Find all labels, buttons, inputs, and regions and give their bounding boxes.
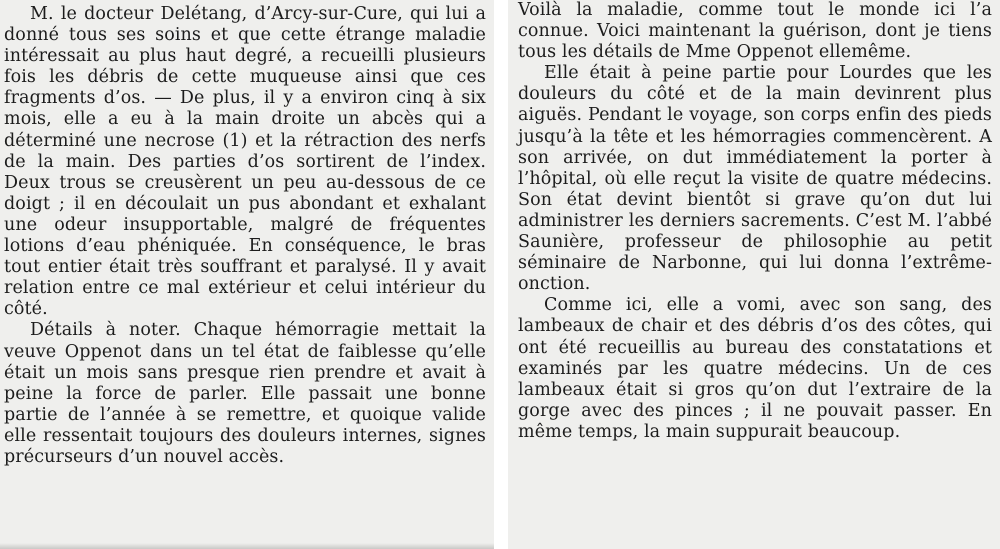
left-column-scan <box>0 0 494 549</box>
right-paragraph-2: Elle était à peine partie pour Lourdes que les douleurs du côté et de la main devinrent plus aiguës. Pendant le voyage, son corps enfin des pieds jusqu’à la tête et les hémorragies commencèrent. A son arrivée, on dut immédiatement la porter à l’hôpital, où elle reçut la visite de quatre médecins. Son état devint bientôt si grave qu’on dut lui administrer les derniers sacrements. C’est M. l’abbé Saunière, professeur de philosophie au petit séminaire de Narbonne, qui lui donna l’extrême-onction. <box>518 63 992 295</box>
right-column-scan <box>508 0 1000 549</box>
right-paragraph-3: Comme ici, elle a vomi, avec son sang, des lambeaux de chair et des débris d’os des côtes, qui ont été recueillis au bureau des constatations et examinés par les quatre médecins. Un de ces lambeaux était si gros qu’on dut l’extraire de la gorge avec des pinces ; il ne pouvait passer. En même temps, la main suppurait beaucoup. <box>518 295 992 442</box>
right-column-text <box>518 0 992 443</box>
left-column-text <box>4 4 486 468</box>
column-gutter <box>494 0 508 549</box>
right-paragraph-1: Voilà la maladie, comme tout le monde ici l’a connue. Voici maintenant la guérison, dont je tiens tous les détails de Mme Oppenot ellemême. <box>518 0 992 63</box>
left-paragraph-2: Détails à noter. Chaque hémorragie mettait la veuve Oppenot dans un tel état de faiblesse qu’elle était un mois sans presque rien prendre et avait à peine la force de parler. Elle passait une bonne partie de l’année à se remettre, et quoique valide elle ressentait toujours des douleurs internes, signes précurseurs d’un nouvel accès. <box>4 320 486 467</box>
bottom-bleed-line <box>0 543 494 549</box>
left-paragraph-1: M. le docteur Delétang, d’Arcy-sur-Cure, qui lui a donné tous ses soins et que cette étrange maladie intéressait au plus haut degré, a recueilli plusieurs fois les débris de cette muqueuse ainsi que ces fragments d’os. — De plus, il y a environ cinq à six mois, elle a eu à la main droite un abcès qui a déterminé une necrose (1) et la rétraction des nerfs de la main. Des parties d’os sortirent de l’index. Deux trous se creusèrent un peu au-dessous de ce doigt ; il en découlait un pus abondant et exhalant une odeur insupportable, malgré de fréquentes lotions d’eau phéniquée. En conséquence, le bras tout entier était très souffrant et paralysé. Il y avait relation entre ce mal extérieur et celui intérieur du côté. <box>4 4 486 320</box>
